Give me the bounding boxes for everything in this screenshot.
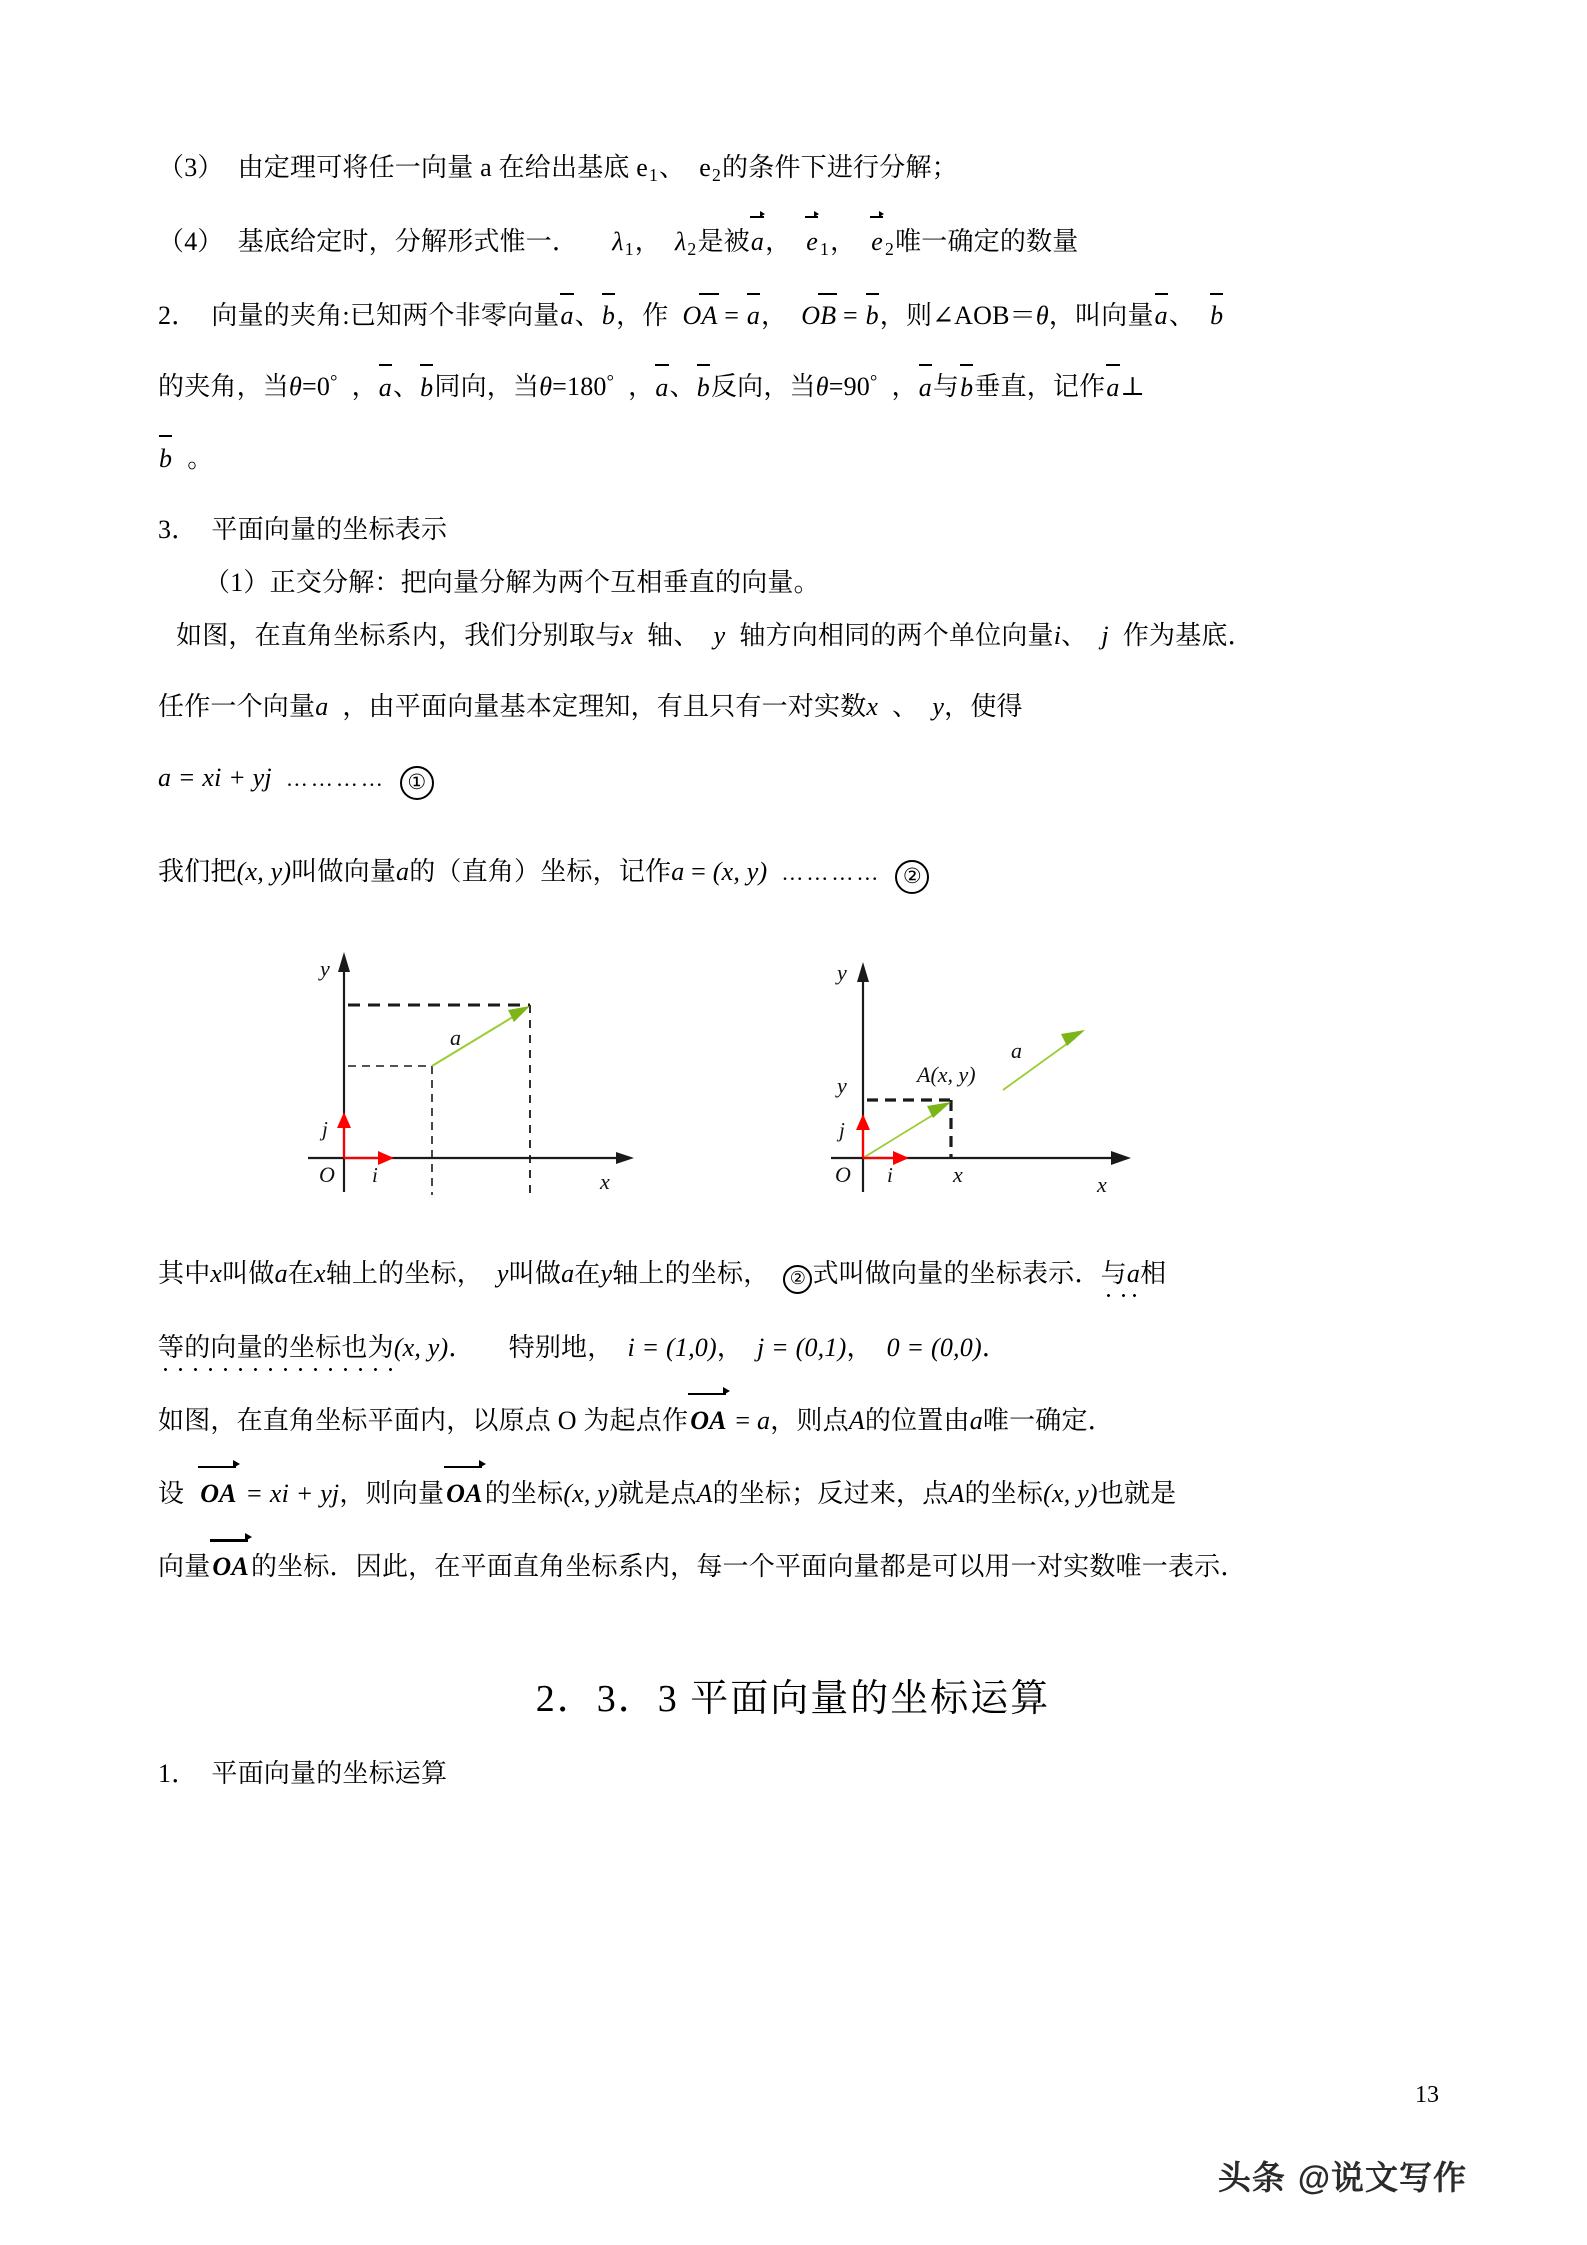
dun-6: 、 bbox=[892, 692, 919, 722]
dun-2: 、 bbox=[1168, 301, 1196, 331]
e2-sub: 2 bbox=[885, 239, 895, 260]
vector-e1-arrow: e bbox=[805, 224, 819, 259]
a-var-6: a bbox=[1126, 1259, 1141, 1289]
degree-1: ° bbox=[330, 371, 338, 392]
y-axis-label: y bbox=[320, 956, 330, 982]
vector-OA-5: OA bbox=[210, 1549, 251, 1584]
section-3-paragraph-7 bbox=[158, 1474, 1428, 1511]
y-var-3: y bbox=[496, 1259, 509, 1289]
yu-char: 与 bbox=[932, 372, 960, 402]
section-last-number: 1． bbox=[158, 1758, 198, 1788]
section-2-text-a: 已知两个非零向量 bbox=[349, 301, 560, 331]
vector-a-bar-4: a bbox=[378, 370, 393, 405]
formula-1-expression: a = xi + yj bbox=[158, 763, 272, 793]
section-2-title: 向量的夹角 bbox=[211, 301, 343, 331]
section-2-comma-3: ，叫向量 bbox=[1048, 301, 1154, 331]
dun-5: 、 bbox=[1061, 621, 1088, 650]
p3-text-b: 叫做向量 bbox=[291, 857, 397, 887]
p4-emphasis-yu: 与 bbox=[1100, 1259, 1127, 1289]
zero-value: = (0,0) bbox=[899, 1333, 982, 1363]
zero-var: 0 bbox=[886, 1333, 900, 1363]
p2-text-a: 任作一个向量 bbox=[158, 692, 316, 722]
item-4-text-a: 基底给定时，分解形式惟一． bbox=[237, 227, 579, 257]
comma-oa: ， bbox=[761, 301, 788, 331]
dun-4: 、 bbox=[669, 372, 696, 402]
item-3-text-a: 由定理可将任一向量 a 在给出基底 e bbox=[237, 153, 648, 182]
formula-1 bbox=[158, 760, 1428, 800]
vector-b-bar-1: b bbox=[601, 298, 616, 333]
vector-a-label: a bbox=[450, 1025, 461, 1051]
vector-OA-3: OA bbox=[198, 1476, 239, 1511]
p6-text-b: ，则点 bbox=[770, 1406, 849, 1436]
y-var-2: y bbox=[932, 692, 945, 722]
x-axis-arrowhead bbox=[1111, 1151, 1131, 1165]
page-content bbox=[158, 150, 1428, 1827]
item-4-label: （4） bbox=[158, 227, 224, 257]
vector-OA-2: OA bbox=[688, 1403, 729, 1438]
vector-b-bar-6: b bbox=[959, 370, 974, 405]
p1-axis-2: 轴方向相同的两个单位向量 bbox=[739, 621, 1054, 650]
x-var-3: x bbox=[210, 1259, 223, 1289]
p4-text-d: 轴上的坐标， bbox=[325, 1259, 483, 1289]
vector-b-bar-5: b bbox=[696, 370, 711, 405]
y-var-1: y bbox=[713, 621, 726, 650]
p7-text-f: 的坐标 bbox=[964, 1479, 1044, 1509]
angle-AOB: ∠AOB bbox=[932, 301, 1010, 331]
section-2-number: 2． bbox=[158, 301, 198, 331]
unit-vector-i-arrowhead bbox=[893, 1151, 909, 1165]
x-axis-arrowhead bbox=[616, 1152, 634, 1164]
s2-l2-perp-text: 垂直，记作 bbox=[974, 372, 1106, 402]
A-point-3: A bbox=[948, 1479, 965, 1509]
watermark-logo: 头条 bbox=[1217, 2159, 1286, 2196]
figure-group bbox=[158, 930, 1428, 1230]
vector-b-bar-3: b bbox=[1209, 298, 1224, 333]
i-var-1: i bbox=[1053, 621, 1062, 650]
p6-eq: = bbox=[728, 1406, 757, 1436]
section-3-paragraph-6 bbox=[158, 1401, 1428, 1438]
dun-1: 、 bbox=[574, 301, 601, 331]
theta-eq-90: =90 bbox=[828, 372, 870, 402]
lambda-1-sub: 1 bbox=[624, 239, 634, 260]
p6-text-c: 的位置由 bbox=[864, 1406, 970, 1436]
list-item-4 bbox=[158, 224, 1428, 262]
p8-period: ． bbox=[329, 1552, 356, 1582]
A-point-2: A bbox=[696, 1479, 713, 1509]
coord-pair-2: (x, y) bbox=[712, 857, 768, 887]
coord-pair-5: (x, y) bbox=[1043, 1479, 1098, 1509]
p4-text-c: 在 bbox=[287, 1259, 314, 1289]
p2-text-b: ，由平面向量基本定理知，有且只有一对实数 bbox=[342, 692, 867, 722]
tick-y-label: y bbox=[837, 1073, 847, 1099]
vector-a-label: a bbox=[1011, 1038, 1022, 1064]
i-value: = (1,0) bbox=[634, 1333, 717, 1363]
vector-a-arrowhead bbox=[1061, 1030, 1085, 1046]
p6-text-d: 唯一确定． bbox=[982, 1406, 1114, 1436]
p8-text-c: 因此，在平面直角坐标系内，每一个平面向量都是可以用一对实数唯一表示． bbox=[355, 1552, 1247, 1582]
x-var-4: x bbox=[313, 1259, 326, 1289]
degree-2: ° bbox=[606, 371, 615, 392]
perp-symbol: ⊥ bbox=[1120, 372, 1146, 402]
p3-dots: ………… bbox=[781, 860, 882, 886]
unit-vector-i-arrowhead bbox=[378, 1151, 394, 1165]
a-var-8: a bbox=[969, 1406, 983, 1436]
origin-label: O bbox=[835, 1162, 851, 1188]
vector-a-bar-6: a bbox=[918, 370, 933, 405]
p5-special-text: 特别地， bbox=[508, 1333, 614, 1363]
p8-text-a: 向量 bbox=[158, 1552, 211, 1582]
coord-pair-4: (x, y) bbox=[563, 1479, 618, 1509]
p5-period-1: ． bbox=[448, 1333, 475, 1363]
p3-text-a: 我们把 bbox=[158, 857, 237, 887]
item-4-text-b: 是被 bbox=[697, 227, 750, 257]
comma-2: ， bbox=[765, 227, 792, 257]
p4-text-h: 式叫做向量的坐标表示 bbox=[812, 1259, 1075, 1289]
item-3-text-c: 的条件下进行分解； bbox=[722, 153, 958, 182]
s2-l2-comma-1: ， bbox=[351, 372, 378, 402]
a-var-3: a bbox=[671, 857, 685, 887]
figure-point-coordinate bbox=[813, 930, 1193, 1225]
degree-3: ° bbox=[870, 371, 878, 392]
orthogonal-decomposition-svg bbox=[278, 930, 658, 1220]
vector-e2-arrow: e bbox=[870, 224, 884, 259]
p2-end: ，使得 bbox=[944, 692, 1023, 722]
vector-a-bar-3: a bbox=[1154, 298, 1169, 333]
vector-a-bar-5: a bbox=[654, 370, 669, 405]
a-var-5: a bbox=[561, 1259, 575, 1289]
figure-orthogonal-decomposition bbox=[278, 930, 658, 1225]
p4-text-e: 叫做 bbox=[508, 1259, 562, 1289]
p7-text-g: 也就是 bbox=[1097, 1479, 1177, 1509]
unit-j-label: j bbox=[322, 1117, 328, 1142]
circled-number-1: ① bbox=[400, 766, 434, 800]
section-2-line-3 bbox=[158, 441, 1428, 476]
section-3-paragraph-3 bbox=[158, 854, 1428, 894]
watermark-handle: @说文写作 bbox=[1297, 2159, 1467, 2196]
s2-l2-same: 同向，当 bbox=[434, 372, 540, 402]
tick-x-label: x bbox=[953, 1162, 963, 1188]
vector-a-bar-2: a bbox=[746, 298, 761, 333]
s2-l2-comma-3: ， bbox=[891, 372, 918, 402]
section-2-colon: : bbox=[342, 301, 350, 331]
section-last-line bbox=[158, 1756, 1428, 1791]
item-3-text-b: 、 bbox=[659, 153, 686, 182]
circled-number-2: ② bbox=[895, 860, 929, 894]
vector-b-bar-7: b bbox=[158, 441, 173, 476]
y-axis-label: y bbox=[837, 960, 847, 986]
section-3-heading bbox=[158, 512, 1428, 547]
p1-axis-1: 轴、 bbox=[647, 621, 700, 650]
item-3-label: （3） bbox=[158, 153, 224, 182]
x-var-1: x bbox=[621, 621, 634, 650]
list-item-3 bbox=[158, 150, 1428, 188]
a-var-4: a bbox=[274, 1259, 288, 1289]
unit-vector-j-arrowhead bbox=[856, 1114, 870, 1130]
a-var-7: a bbox=[756, 1406, 771, 1436]
theta-symbol-2: θ bbox=[289, 372, 302, 402]
unit-i-label: i bbox=[887, 1163, 893, 1188]
x-axis-label: x bbox=[600, 1169, 610, 1195]
p6-text-a: 如图，在直角坐标平面内，以原点 O 为起点作 bbox=[158, 1406, 689, 1436]
lambda-symbol-2: λ bbox=[674, 227, 687, 257]
section-2-line-2 bbox=[158, 369, 1428, 404]
x-var-2: x bbox=[866, 692, 879, 722]
s2-l2-opposite: 反向，当 bbox=[710, 372, 816, 402]
p3-eq: = bbox=[684, 857, 713, 887]
theta-eq-0: =0 bbox=[302, 372, 331, 402]
y-var-4: y bbox=[600, 1259, 613, 1289]
s2-l2-text-a: 的夹角，当 bbox=[158, 372, 290, 402]
section-last-title: 平面向量的坐标运算 bbox=[211, 1758, 448, 1788]
y-axis-arrowhead bbox=[857, 962, 869, 982]
vector-a-line bbox=[432, 1012, 521, 1066]
section-3-number: 3． bbox=[158, 514, 198, 544]
lambda-symbol-1: λ bbox=[612, 227, 624, 257]
section-3-paragraph-5 bbox=[158, 1330, 1428, 1365]
A-point-1: A bbox=[848, 1406, 865, 1436]
p1-end: 作为基底． bbox=[1122, 621, 1254, 650]
dun-3: 、 bbox=[392, 372, 420, 402]
y-axis-arrowhead bbox=[338, 952, 350, 972]
p3-text-c: 的（直角）坐标，记作 bbox=[409, 857, 672, 887]
p1-text-a: 如图，在直角坐标系内，我们分别取与 bbox=[176, 621, 622, 650]
vector-a-arrowhead bbox=[508, 1006, 530, 1022]
x-axis-label: x bbox=[1097, 1172, 1107, 1198]
eq-3: ＝ bbox=[1009, 301, 1036, 331]
origin-label: O bbox=[319, 1162, 335, 1188]
j-var-2: j bbox=[757, 1333, 765, 1363]
unit-vector-j-arrowhead bbox=[337, 1112, 351, 1128]
vector-a-bar-1: a bbox=[559, 298, 574, 333]
vector-OA-4: OA bbox=[444, 1476, 485, 1511]
comma-3: ， bbox=[830, 227, 857, 257]
vector-b-bar-2: b bbox=[865, 298, 880, 333]
i-var-2: i bbox=[627, 1333, 635, 1363]
unit-i-label: i bbox=[372, 1163, 378, 1188]
point-coordinate-svg bbox=[813, 930, 1193, 1220]
vector-a-arrow: a bbox=[750, 224, 765, 259]
lambda-2-sub: 2 bbox=[687, 239, 697, 260]
theta-symbol-1: θ bbox=[1035, 301, 1049, 331]
j-value: = (0,1) bbox=[764, 1333, 847, 1363]
section-3-paragraph-8 bbox=[158, 1547, 1428, 1584]
section-2-comma-1: ，作 bbox=[616, 301, 669, 331]
theta-symbol-3: θ bbox=[539, 372, 553, 402]
section-3-sub-1 bbox=[158, 565, 1428, 600]
p5-comma-1: ， bbox=[716, 1333, 744, 1363]
p7-text-b: ，则向量 bbox=[339, 1479, 445, 1509]
coord-pair-3: (x, y) bbox=[393, 1333, 449, 1363]
p7-text-c: 的坐标 bbox=[484, 1479, 564, 1509]
sub-1-text: 正交分解：把向量分解为两个互相垂直的向量。 bbox=[269, 567, 820, 597]
section-2-comma-2: ，则 bbox=[879, 301, 933, 331]
sub-1-label: （1） bbox=[204, 567, 270, 597]
p4-text-g: 轴上的坐标， bbox=[612, 1259, 770, 1289]
a-var-2: a bbox=[396, 857, 410, 887]
e1-sub: 1 bbox=[820, 239, 830, 260]
watermark bbox=[1218, 2152, 1467, 2199]
p4-text-b: 叫做 bbox=[222, 1259, 275, 1289]
unit-j-label: j bbox=[839, 1118, 845, 1143]
p5-period-2: ． bbox=[981, 1333, 1009, 1363]
comma-1: ， bbox=[634, 227, 661, 257]
section-heading-233: 2．3．3 平面向量的坐标运算 bbox=[535, 1677, 1051, 1720]
item-3-e2: e bbox=[699, 153, 711, 182]
p5-emphasis-text: 等的向量的坐标也为 bbox=[158, 1333, 394, 1363]
j-var-1: j bbox=[1101, 621, 1109, 650]
vector-OB-1: OB bbox=[801, 298, 836, 333]
section-3-title: 平面向量的坐标表示 bbox=[211, 514, 448, 544]
p7-eq: = xi + yj bbox=[238, 1479, 340, 1509]
vector-OA-line bbox=[863, 1110, 941, 1158]
p7-text-e: 的坐标；反过来，点 bbox=[712, 1479, 949, 1509]
point-A-label: A(x, y) bbox=[917, 1062, 976, 1088]
theta-symbol-4: θ bbox=[815, 372, 829, 402]
item-4-text-c: 唯一确定的数量 bbox=[895, 227, 1079, 257]
p4-text-f: 在 bbox=[574, 1259, 601, 1289]
formula-1-dots: ………… bbox=[285, 766, 386, 792]
p8-text-b: 的坐标 bbox=[250, 1552, 330, 1582]
theta-eq-180: =180 bbox=[552, 372, 607, 402]
p7-text-a: 设 bbox=[158, 1479, 185, 1509]
eq-1: = bbox=[717, 301, 746, 331]
period-1: 。 bbox=[187, 443, 214, 473]
vector-a-bar-7: a bbox=[1105, 370, 1120, 405]
p5-comma-2: ， bbox=[846, 1333, 873, 1363]
section-3-paragraph-4 bbox=[158, 1256, 1428, 1294]
a-var-1: a bbox=[315, 692, 329, 722]
item-3-sub-1: 1 bbox=[649, 165, 659, 186]
section-3-paragraph-2 bbox=[158, 689, 1428, 724]
p4-text-j: 相 bbox=[1140, 1259, 1167, 1289]
section-2-line-1 bbox=[158, 298, 1428, 333]
section-3-paragraph-1 bbox=[158, 618, 1428, 653]
p4-period: ． bbox=[1074, 1259, 1101, 1289]
coord-pair-1: (x, y) bbox=[236, 857, 292, 887]
circled-number-2-ref: ② bbox=[783, 1265, 812, 1294]
s2-l2-comma-2: ， bbox=[628, 372, 655, 402]
page-number: 13 bbox=[1415, 2082, 1439, 2108]
p7-text-d: 就是点 bbox=[617, 1479, 697, 1509]
p4-text-a: 其中 bbox=[158, 1259, 211, 1289]
item-3-sub-2: 2 bbox=[712, 165, 722, 186]
vector-OA-1: OA bbox=[682, 298, 717, 333]
eq-2: = bbox=[836, 301, 865, 331]
vector-b-bar-4: b bbox=[419, 370, 434, 405]
